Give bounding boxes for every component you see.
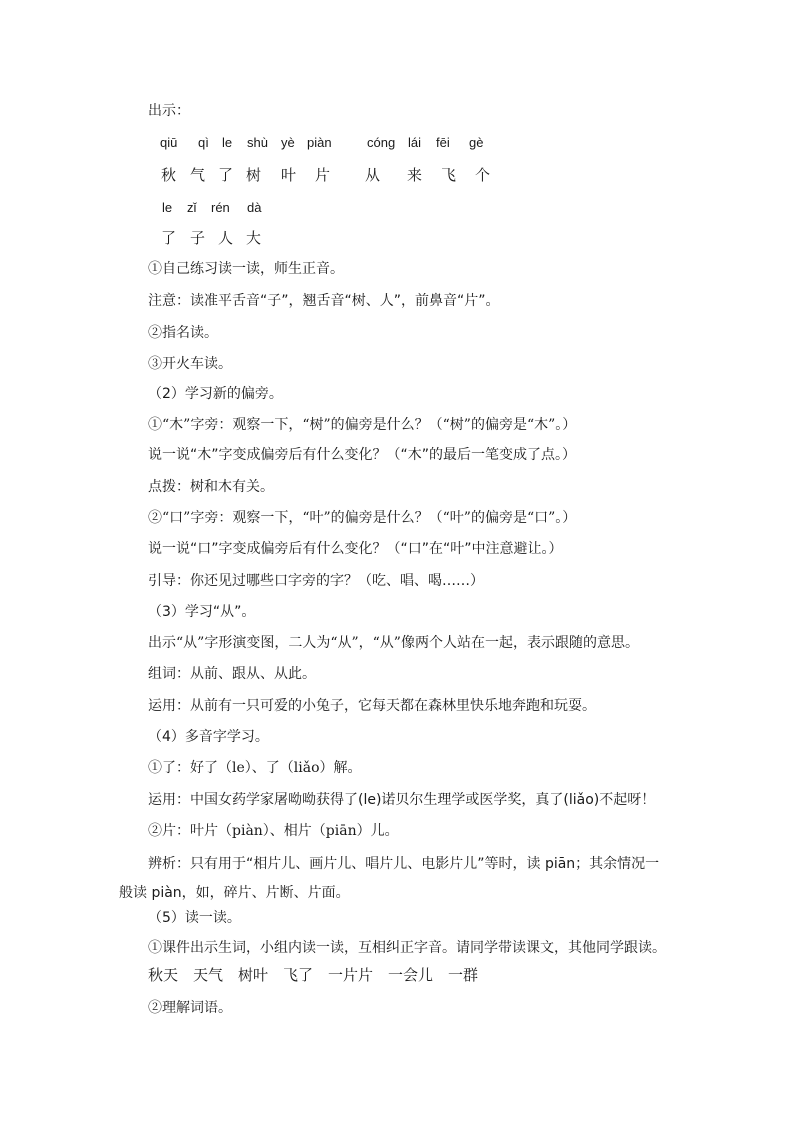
hanzi: 从 [365,166,381,184]
pinyin: qì [198,135,209,150]
pinyin: qiū [160,135,178,150]
pinyin: le [162,200,173,215]
text-line: ①“木”字旁：观察一下，“树”的偏旁是什么？（“树”的偏旁是“木”。） [148,417,577,433]
pinyin: lái [408,135,422,150]
pinyin: cóng [367,135,396,150]
text-line: ①课件出示生词，小组内读一读，互相纠正字音。请同学带读课文，其他同学跟读。 [148,940,666,956]
text-line: 运用：中国女药学家屠呦呦获得了(le)诺贝尔生理学或医学奖，真了(liǎo)不起呀！ [148,792,656,808]
text-line: 说一说“木”字变成偏旁后有什么变化？（“木”的最后一笔变成了点。） [148,447,577,463]
text-line: 引导：你还见过哪些口字旁的字？（吃、唱、喝……） [148,573,484,589]
hanzi: 了 [218,166,234,184]
hanzi: 叶 [281,166,297,184]
hanzi: 秋 [161,166,177,184]
section-heading: （3）学习“从”。 [148,604,256,620]
text-line: 点拨：树和木有关。 [148,479,274,495]
text-line: ②指名读。 [148,325,218,341]
text-line: 运用：从前有一只可爱的小兔子，它每天都在森林里快乐地奔跑和玩耍。 [148,698,596,714]
text-line: ②理解词语。 [148,1000,232,1016]
word-list: 秋天 天气 树叶 飞了 一片片 一会儿 一群 [148,966,479,984]
hanzi: 大 [246,229,262,247]
text-line: 注意：读准平舌音“子”，翘舌音“树、人”，前鼻音“片”。 [148,293,500,309]
text-line: 般读 piàn，如，碎片、片断、片面。 [119,885,350,901]
pinyin: piàn [307,135,332,150]
pinyin: rén [211,200,230,215]
section-heading: （5）读一读。 [148,910,241,926]
pinyin: dà [247,200,262,215]
hanzi: 飞 [441,166,457,184]
pinyin: yè [281,135,295,150]
pinyin: fēi [436,135,450,150]
text-line: 辨析：只有用于“相片儿、画片儿、唱片儿、电影片儿”等时，读 piān；其余情况一 [148,856,660,872]
text-line: ②片：叶片（piàn）、相片（piān）儿。 [148,823,399,839]
pinyin: gè [469,135,484,150]
text-line: ③开火车读。 [148,356,232,372]
text-line: 说一说“口”字变成偏旁后有什么变化？（“口”在“叶”中注意避让。） [148,541,563,557]
text-line: 组词：从前、跟从、从此。 [148,666,316,682]
hanzi: 人 [218,229,234,247]
section-heading: （2）学习新的偏旁。 [148,386,283,402]
pinyin: le [222,135,233,150]
hanzi: 来 [407,166,423,184]
hanzi: 了 [161,229,177,247]
hanzi: 片 [315,166,331,184]
text-line: ②“口”字旁：观察一下，“叶”的偏旁是什么？（“叶”的偏旁是“口”。） [148,510,577,526]
pinyin: zǐ [187,200,197,215]
hanzi: 个 [475,166,491,184]
section-heading: （4）多音字学习。 [148,729,269,745]
text-line: 出示“从”字形演变图，二人为“从”，“从”像两个人站在一起，表示跟随的意思。 [148,635,639,651]
pinyin: shù [247,135,268,150]
text-line: ①了：好了（le）、了（liǎo）解。 [148,760,362,776]
hanzi: 树 [246,166,262,184]
hanzi: 子 [190,229,206,247]
hanzi: 气 [190,166,206,184]
header-label: 出示： [148,103,190,119]
text-line: ①自己练习读一读，师生正音。 [148,261,344,277]
